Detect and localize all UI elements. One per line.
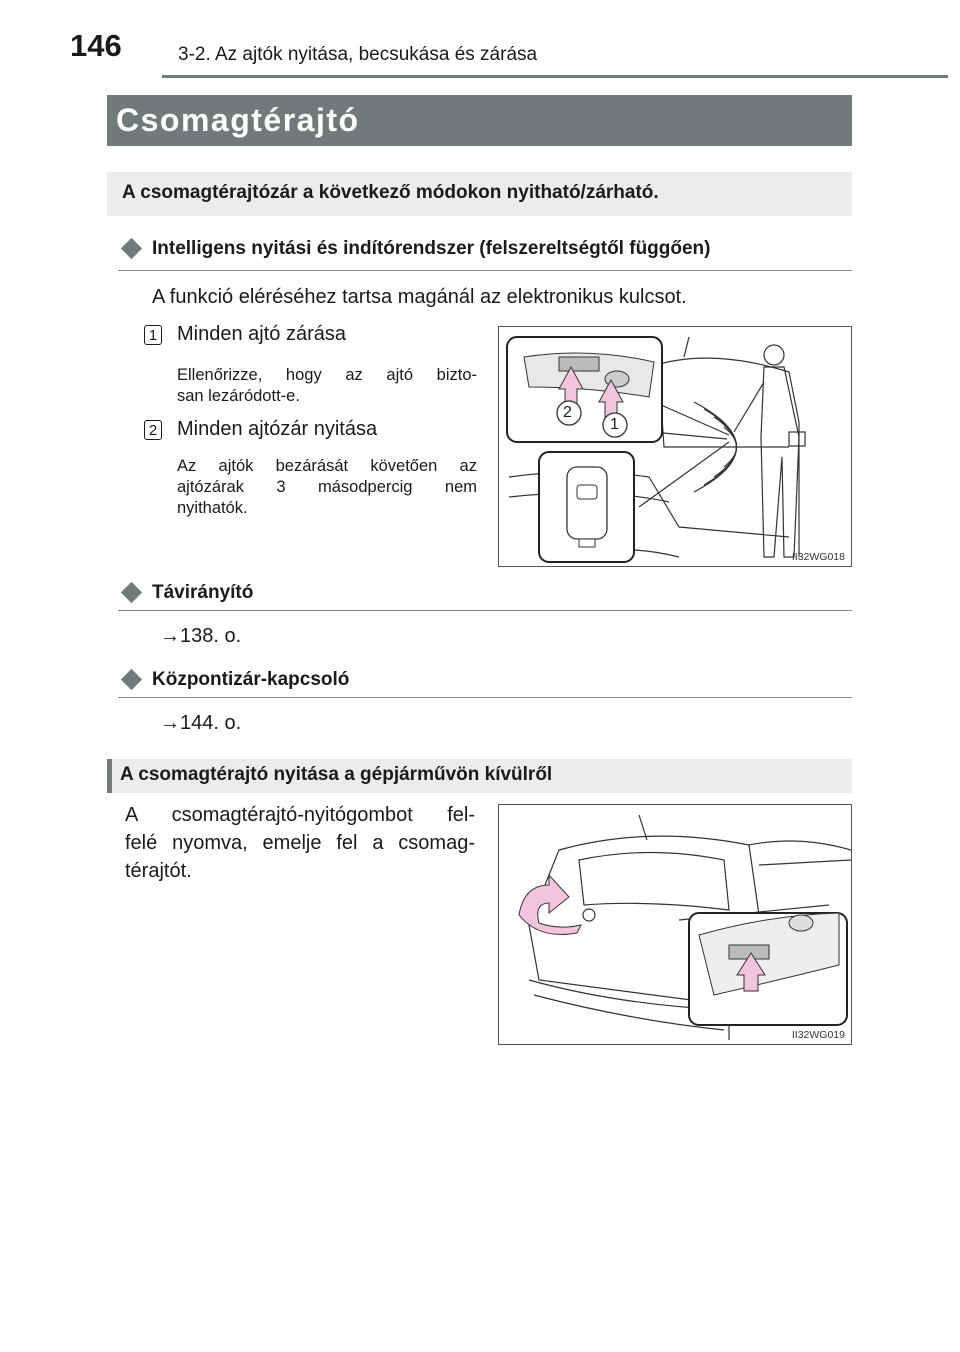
subsection-rule <box>118 697 852 698</box>
text-line: térajtót. <box>125 860 192 882</box>
callout-label-1: 1 <box>610 416 619 433</box>
central-lock-page-ref: →144. o. <box>160 712 242 734</box>
note-line: Ellenőrizze, hogy az ajtó bizto- <box>177 366 477 384</box>
note-line: ajtózárak 3 másodpercig nem <box>177 478 477 496</box>
car-rear-illustration <box>499 327 852 567</box>
note-line: Az ajtók bezárását követően az <box>177 457 477 475</box>
note-line: nyithatók. <box>177 499 248 517</box>
page-number: 146 <box>70 28 122 63</box>
diamond-bullet-icon <box>121 669 142 690</box>
text-line: A csomagtérajtó-nyitógombot fel- <box>125 804 475 826</box>
subsection-title-remote: Távirányító <box>152 582 254 603</box>
section-heading-2: A csomagtérajtó nyitása a gépjárművön kívülről <box>120 764 553 785</box>
figure-code: II32WG019 <box>791 1029 845 1041</box>
item-note-2 <box>177 456 477 519</box>
smart-intro-text: A funkció eléréséhez tartsa magánál az elektronikus kulcsot. <box>152 286 687 308</box>
item-note-1 <box>177 365 477 407</box>
figure-smart-entry <box>498 326 852 567</box>
page-title: Csomagtérajtó <box>116 102 360 138</box>
remote-page-ref: →138. o. <box>160 625 242 647</box>
figure-code: II32WG018 <box>791 551 845 563</box>
note-line: san lezáródott-e. <box>177 387 300 405</box>
diamond-bullet-icon <box>121 582 142 603</box>
car-tailgate-illustration <box>499 805 852 1045</box>
callout-label-2: 2 <box>563 404 572 421</box>
item-label-lock-all: Minden ajtó zárása <box>177 323 346 345</box>
section-heading: A csomagtérajtózár a következő módokon nyitható/zárható. <box>122 182 659 203</box>
subsection-rule <box>118 270 852 271</box>
item-number-1: 1 <box>144 325 162 345</box>
chapter-title: 3-2. Az ajtók nyitása, becsukása és zárása <box>178 44 538 65</box>
subsection-title-central-lock: Központizár-kapcsoló <box>152 669 350 690</box>
item-number-2: 2 <box>144 420 162 440</box>
section2-text <box>125 801 475 885</box>
subsection-rule <box>118 610 852 611</box>
item-label-unlock-all: Minden ajtózár nyitása <box>177 418 378 440</box>
diamond-bullet-icon <box>121 238 142 259</box>
header-rule <box>162 75 948 78</box>
subsection-title-smart: Intelligens nyitási és indítórendszer (felszereltségtől függően) <box>152 238 711 259</box>
text-line: felé nyomva, emelje fel a csomag- <box>125 832 475 854</box>
figure-tailgate-open <box>498 804 852 1045</box>
